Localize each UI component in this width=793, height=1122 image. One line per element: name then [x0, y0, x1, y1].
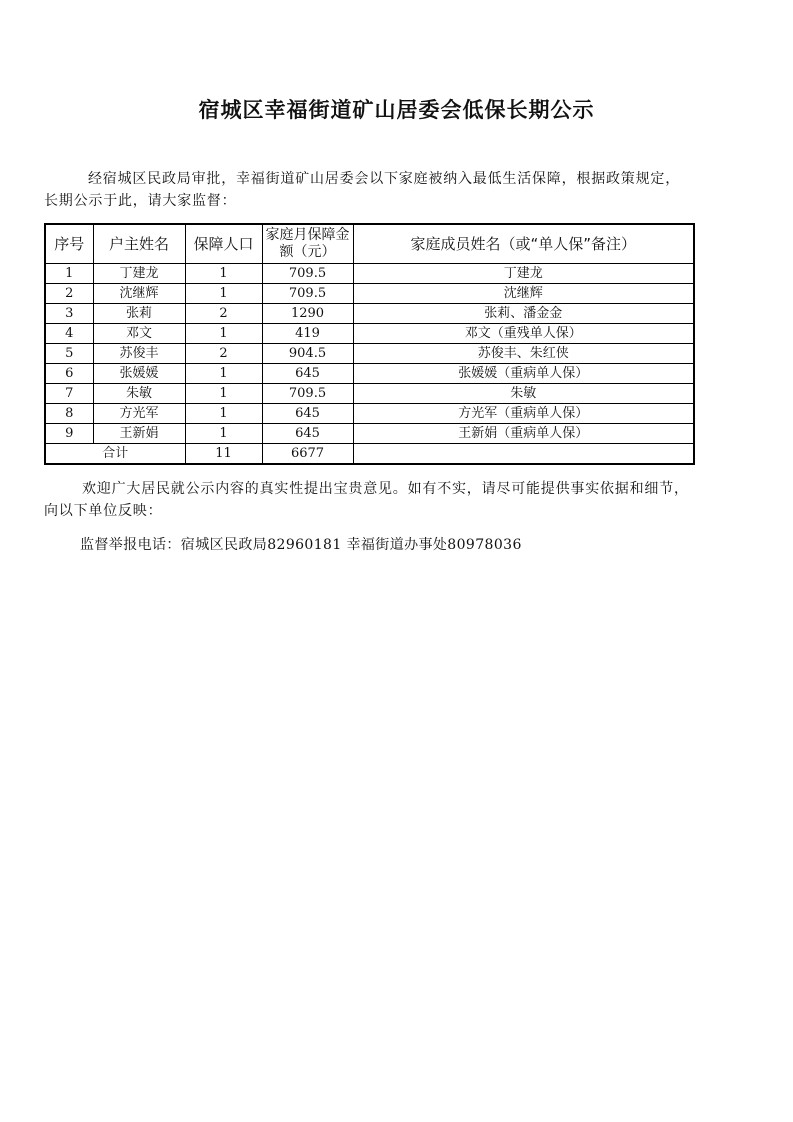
header-people: 保障人口: [185, 224, 262, 264]
cell-people: 1: [185, 264, 262, 284]
table-row: [45, 344, 694, 364]
table-row: [45, 384, 694, 404]
cell-members: 苏俊丰、朱红侠: [353, 344, 694, 364]
cell-serial: 1: [45, 264, 93, 284]
cell-serial: 3: [45, 304, 93, 324]
cell-head-name: 张莉: [93, 304, 185, 324]
cell-people: 1: [185, 424, 262, 444]
cell-people: 1: [185, 384, 262, 404]
total-amount: 6677: [262, 444, 353, 465]
header-amount: 家庭月保障金额（元）: [262, 224, 353, 264]
cell-serial: 6: [45, 364, 93, 384]
page-title: 宿城区幸福街道矿山居委会低保长期公示: [198, 97, 595, 122]
cell-people: 1: [185, 404, 262, 424]
cell-amount: 709.5: [262, 264, 353, 284]
cell-amount: 709.5: [262, 284, 353, 304]
intro-paragraph: 经宿城区民政局审批，幸福街道矿山居委会以下家庭被纳入最低生活保障，根据政策规定，长期公示于此，请大家监督：: [44, 171, 680, 209]
cell-members: 朱敏: [353, 384, 694, 404]
cell-amount: 645: [262, 424, 353, 444]
cell-head-name: 丁建龙: [93, 264, 185, 284]
table-row: [45, 364, 694, 384]
cell-people: 2: [185, 344, 262, 364]
contact-line: 监督举报电话：宿城区民政局82960181 幸福街道办事处80978036: [80, 537, 522, 553]
cell-head-name: 邓文: [93, 324, 185, 344]
cell-serial: 8: [45, 404, 93, 424]
table-header-row: [45, 224, 694, 264]
header-serial: 序号: [45, 224, 93, 264]
cell-amount: 645: [262, 404, 353, 424]
table-row: [45, 324, 694, 344]
cell-people: 1: [185, 284, 262, 304]
cell-head-name: 张媛媛: [93, 364, 185, 384]
table-row: [45, 404, 694, 424]
table-row: [45, 304, 694, 324]
cell-people: 2: [185, 304, 262, 324]
cell-people: 1: [185, 324, 262, 344]
cell-members: 方光军（重病单人保）: [353, 404, 694, 424]
cell-members: 沈继辉: [353, 284, 694, 304]
cell-amount: 709.5: [262, 384, 353, 404]
cell-head-name: 方光军: [93, 404, 185, 424]
cell-members: 张莉、潘金金: [353, 304, 694, 324]
closing-paragraph: 欢迎广大居民就公示内容的真实性提出宝贵意见。如有不实，请尽可能提供事实依据和细节，向以下单位反映：: [44, 481, 689, 519]
cell-members: 张媛媛（重病单人保）: [353, 364, 694, 384]
cell-amount: 1290: [262, 304, 353, 324]
cell-head-name: 沈继辉: [93, 284, 185, 304]
cell-amount: 904.5: [262, 344, 353, 364]
cell-serial: 5: [45, 344, 93, 364]
cell-serial: 9: [45, 424, 93, 444]
cell-head-name: 朱敏: [93, 384, 185, 404]
cell-amount: 419: [262, 324, 353, 344]
table-total-row: [45, 444, 694, 465]
table-row: [45, 424, 694, 444]
cell-people: 1: [185, 364, 262, 384]
cell-members: 王新娟（重病单人保）: [353, 424, 694, 444]
cell-serial: 2: [45, 284, 93, 304]
cell-serial: 4: [45, 324, 93, 344]
cell-amount: 645: [262, 364, 353, 384]
cell-members: 丁建龙: [353, 264, 694, 284]
table-row: [45, 264, 694, 284]
subsidy-table: [44, 223, 695, 465]
cell-members: 邓文（重残单人保）: [353, 324, 694, 344]
total-people: 11: [185, 444, 262, 465]
total-label: 合计: [45, 444, 185, 465]
table-row: [45, 284, 694, 304]
total-members-empty: [353, 444, 694, 465]
cell-head-name: 王新娟: [93, 424, 185, 444]
header-head-name: 户主姓名: [93, 224, 185, 264]
cell-serial: 7: [45, 384, 93, 404]
cell-head-name: 苏俊丰: [93, 344, 185, 364]
header-members: 家庭成员姓名（或“单人保”备注）: [353, 224, 694, 264]
